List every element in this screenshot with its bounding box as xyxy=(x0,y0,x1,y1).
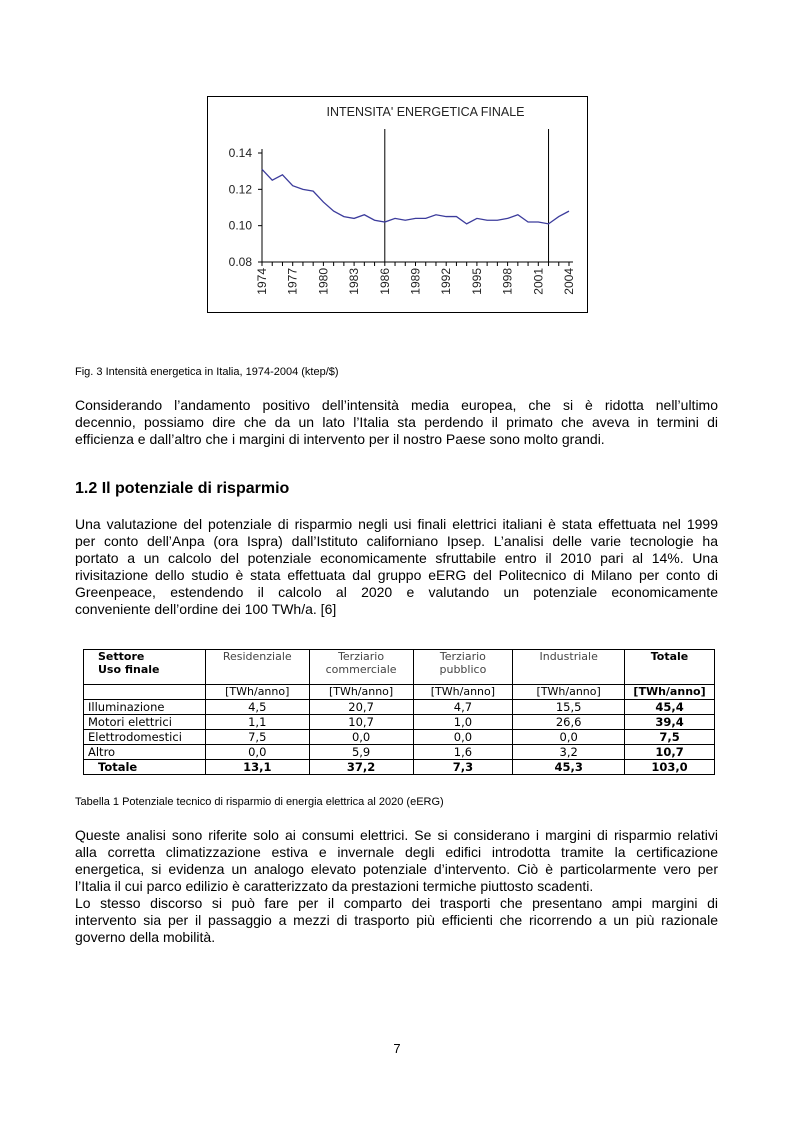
header-cell: Totale xyxy=(625,650,715,685)
units-cell-empty xyxy=(84,685,206,700)
table-cell: 7,5 xyxy=(205,730,309,745)
x-tick-label: 1980 xyxy=(316,268,331,295)
table-cell: 20,7 xyxy=(309,700,413,715)
paragraph-line: efficienza e dall’altro che i margini di intervento per il nostro Paese sono molto grandi. xyxy=(75,431,605,447)
table-row xyxy=(84,700,715,715)
paragraph-line: portato a un calcolo del potenziale economicamente sfruttabile entro il 2010 pari al 14%. Una xyxy=(75,550,718,566)
y-tick-label: 0.12 xyxy=(228,182,252,197)
paragraph-conclusion xyxy=(75,827,718,946)
paragraph-potential xyxy=(75,516,718,618)
paragraph-line: Greenpeace, estendendo il calcolo al 2020 e valutando un potenziale economicamente xyxy=(75,584,718,600)
total-cell: 13,1 xyxy=(205,760,309,775)
units-cell: [TWh/anno] xyxy=(625,685,715,700)
table-cell: 10,7 xyxy=(625,745,715,760)
paragraph-line: decennio, possiamo dire che da un lato l’Italia sta perdendo il primato che aveva in termini di xyxy=(75,414,718,430)
series-line xyxy=(262,169,569,224)
table-units-row xyxy=(84,685,715,700)
header-sector xyxy=(84,650,206,685)
units-cell: [TWh/anno] xyxy=(513,685,625,700)
x-tick-label: 1998 xyxy=(500,268,515,295)
table-cell: 7,5 xyxy=(625,730,715,745)
paragraph-line: alla corretta climatizzazione estiva e invernale degli edifici introdotta tramite la certificazione xyxy=(75,844,718,860)
table-cell: 1,6 xyxy=(413,745,513,760)
row-label: Elettrodomestici xyxy=(84,730,206,745)
table-total-row xyxy=(84,760,715,775)
total-cell: 7,3 xyxy=(413,760,513,775)
page-number: 7 xyxy=(393,1041,401,1056)
paragraph-line: rivisitazione dello studio è stata effettuata dal gruppo eERG del Politecnico di Milano per conto di xyxy=(75,567,718,583)
table-row xyxy=(84,745,715,760)
table-cell: 0,0 xyxy=(413,730,513,745)
chart-title: INTENSITA' ENERGETICA FINALE xyxy=(326,105,525,119)
table-cell: 3,2 xyxy=(513,745,625,760)
section-title: 1.2 Il potenziale di risparmio xyxy=(75,480,290,497)
x-tick-label: 1983 xyxy=(347,268,362,295)
x-tick-label: 2001 xyxy=(531,268,546,295)
table-cell: 0,0 xyxy=(309,730,413,745)
paragraph-line: governo della mobilità. xyxy=(75,929,216,945)
header-use-label: Uso finale xyxy=(98,663,160,676)
x-tick-label: 1986 xyxy=(377,268,392,295)
paragraph-line: l’Italia il cui parco edilizio è caratterizzato da prestazioni termiche piuttosto scadenti. xyxy=(75,878,594,894)
y-tick-label: 0.08 xyxy=(228,255,252,269)
y-tick-label: 0.10 xyxy=(228,218,252,233)
paragraph-line: intervento sia per il passaggio a mezzi di trasporto più efficienti che ricorrendo a un più razionale xyxy=(75,912,718,928)
table-cell: 39,4 xyxy=(625,715,715,730)
row-label: Illuminazione xyxy=(84,700,206,715)
table-cell: 0,0 xyxy=(513,730,625,745)
table-cell: 45,4 xyxy=(625,700,715,715)
table-cell: 0,0 xyxy=(205,745,309,760)
table-row xyxy=(84,715,715,730)
y-tick-label: 0.14 xyxy=(228,146,252,160)
table-header-row xyxy=(84,650,715,685)
header-cell: Residenziale xyxy=(205,650,309,685)
savings-table xyxy=(83,649,715,775)
energy-intensity-chart xyxy=(207,96,588,313)
table-cell: 26,6 xyxy=(513,715,625,730)
header-cell: Terziario pubblico xyxy=(413,650,513,685)
row-label: Motori elettrici xyxy=(84,715,206,730)
row-label: Altro xyxy=(84,745,206,760)
x-tick-label: 1989 xyxy=(408,268,423,295)
paragraph-line: Lo stesso discorso si può fare per il comparto dei trasporti che presentano ampi margini di xyxy=(75,895,718,911)
units-cell: [TWh/anno] xyxy=(205,685,309,700)
table-cell: 15,5 xyxy=(513,700,625,715)
x-tick-label: 1992 xyxy=(439,268,454,295)
x-tick-label: 1995 xyxy=(469,268,484,295)
units-cell: [TWh/anno] xyxy=(413,685,513,700)
units-cell: [TWh/anno] xyxy=(309,685,413,700)
table-cell: 5,9 xyxy=(309,745,413,760)
table-cell: 1,0 xyxy=(413,715,513,730)
table-cell: 4,5 xyxy=(205,700,309,715)
paragraph-intensity xyxy=(75,397,718,448)
table-row xyxy=(84,730,715,745)
paragraph-line: per conto dell’Anpa (ora Ispra) dall’Istituto californiano Ipsep. L’analisi delle varie tecnologie ha xyxy=(75,533,718,549)
x-tick-label: 1974 xyxy=(255,268,269,295)
figure-caption: Fig. 3 Intensità energetica in Italia, 1974-2004 (ktep/$) xyxy=(75,366,339,378)
header-cell: Terziario commerciale xyxy=(309,650,413,685)
table-caption: Tabella 1 Potenziale tecnico di risparmio di energia elettrica al 2020 (eERG) xyxy=(75,796,444,808)
paragraph-line: Queste analisi sono riferite solo ai consumi elettrici. Se si considerano i margini di risparmio relativi xyxy=(75,827,718,843)
total-cell: 37,2 xyxy=(309,760,413,775)
total-cell: 103,0 xyxy=(625,760,715,775)
paragraph-line: Una valutazione del potenziale di risparmio negli usi finali elettrici italiani è stata effettuata nel 1999 xyxy=(75,516,718,532)
table-cell: 4,7 xyxy=(413,700,513,715)
total-label: Totale xyxy=(84,760,206,775)
header-sector-label: Settore xyxy=(98,650,145,663)
paragraph-line: Considerando l’andamento positivo dell’intensità media europea, che si è ridotta nell’ultimo xyxy=(75,397,718,413)
table-cell: 1,1 xyxy=(205,715,309,730)
total-cell: 45,3 xyxy=(513,760,625,775)
paragraph-line: conveniente dell’ordine dei 100 TWh/a. [6] xyxy=(75,601,337,617)
x-tick-label: 2004 xyxy=(562,268,576,295)
table-cell: 10,7 xyxy=(309,715,413,730)
x-tick-label: 1977 xyxy=(285,268,300,295)
header-cell: Industriale xyxy=(513,650,625,685)
paragraph-line: energetica, si evidenza un analogo elevato potenziale d’intervento. Ciò è particolarmente vero per xyxy=(75,861,718,877)
chart-canvas xyxy=(208,97,587,312)
